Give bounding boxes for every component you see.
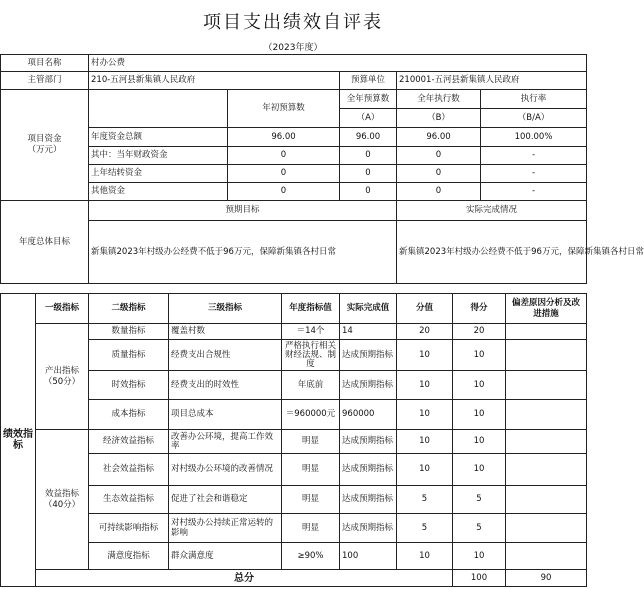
indicator-actual: 达成预期指标: [340, 514, 397, 543]
col-annual-budget-sub: （A）: [340, 109, 397, 128]
output-indicator-label: 产出指标（50分）: [36, 324, 89, 430]
expected-goal-text: 新集镇2023年村级办公经费不低于96万元，保障新集镇各村日常: [89, 221, 397, 284]
goals-content-row: [1, 221, 587, 284]
indicator-reason: [506, 486, 587, 514]
indicator-actual: 960000: [340, 400, 397, 430]
funds-row-rate: 100.00%: [481, 128, 587, 147]
dept-label: 主管部门: [1, 72, 89, 90]
indicator-target: ＝14个: [282, 324, 340, 340]
indicator-score-max: 10: [397, 371, 453, 400]
indicator-score-max: 10: [397, 340, 453, 371]
col-level2: 二级指标: [89, 294, 169, 324]
perf-section-label: 绩效指标: [1, 294, 36, 587]
indicator-l2: 质量指标: [89, 340, 169, 371]
funds-row-annual: 0: [340, 147, 397, 165]
indicator-row: [1, 543, 587, 570]
indicator-reason: [506, 371, 587, 400]
col-score-max: 分值: [397, 294, 453, 324]
goals-header-row: [1, 201, 587, 221]
funds-header-row: [1, 90, 587, 109]
funds-row-initial: 96.00: [228, 128, 340, 147]
indicator-score: 10: [453, 454, 506, 486]
indicator-score-max: 10: [397, 454, 453, 486]
funds-row-annual: 0: [340, 165, 397, 183]
funds-row-exec: 0: [397, 183, 481, 201]
funds-row-name: 上年结转资金: [89, 165, 228, 183]
indicator-reason: [506, 340, 587, 371]
funds-row: [1, 183, 587, 201]
annual-goal-label: 年度总体目标: [1, 201, 89, 284]
indicator-score: 5: [453, 486, 506, 514]
indicator-score: 10: [453, 400, 506, 430]
project-name-value: 村办公费: [89, 55, 587, 72]
actual-result-header: 实际完成情况: [397, 201, 587, 221]
indicator-row: [1, 486, 587, 514]
perf-header-row: [1, 294, 587, 324]
indicator-target: 明显: [282, 514, 340, 543]
budget-unit-value: 210001-五河县新集镇人民政府: [397, 72, 587, 90]
actual-result-text: 新集镇2023年村级办公经费不低于96万元，保障新集镇各村日常: [397, 221, 587, 284]
total-score-max: 100: [453, 570, 506, 587]
performance-indicators-table: [0, 293, 587, 587]
effect-indicator-label: 效益指标（40分）: [36, 430, 89, 570]
funds-row-exec: 0: [397, 165, 481, 183]
indicator-row: [1, 371, 587, 400]
funds-label-line2: （万元）: [27, 145, 62, 155]
funds-row-initial: 0: [228, 183, 340, 201]
funds-row: [1, 147, 587, 165]
col-exec-rate: 执行率: [481, 90, 587, 109]
indicator-l3: 群众满意度: [169, 543, 282, 570]
indicator-score: 10: [453, 430, 506, 454]
col-annual-exec: 全年执行数: [397, 90, 481, 109]
expected-goal-header: 预期目标: [89, 201, 397, 221]
indicator-l3: 项目总成本: [169, 400, 282, 430]
indicator-l2: 数量指标: [89, 324, 169, 340]
indicator-reason: [506, 543, 587, 570]
indicator-score-max: 10: [397, 400, 453, 430]
funds-row-rate: -: [481, 165, 587, 183]
col-exec-rate-sub: （B/A）: [481, 109, 587, 128]
indicator-actual: 100: [340, 543, 397, 570]
funds-row-rate: -: [481, 183, 587, 201]
indicator-l3: 覆盖村数: [169, 324, 282, 340]
indicator-l3: 经费支出的时效性: [169, 371, 282, 400]
project-info-table: [0, 54, 644, 284]
col-annual-exec-sub: （B）: [397, 109, 481, 128]
year-label: （2023年度）: [263, 43, 323, 53]
funds-label-line1: 项目资金: [27, 134, 62, 144]
dept-value: 210-五河县新集镇人民政府: [89, 72, 340, 90]
dept-row: [1, 72, 587, 90]
indicator-actual: 达成预期指标: [340, 340, 397, 371]
indicator-score: 10: [453, 543, 506, 570]
indicator-l2: 成本指标: [89, 400, 169, 430]
indicator-l3: 促进了社会和谐稳定: [169, 486, 282, 514]
funds-row-name: 其他资金: [89, 183, 228, 201]
indicator-score: 5: [453, 514, 506, 543]
funds-row: [1, 165, 587, 183]
indicator-target: ≥90%: [282, 543, 340, 570]
indicator-l3: 对村级办公环境的改善情况: [169, 454, 282, 486]
funds-row-exec: 96.00: [397, 128, 481, 147]
project-name-row: [1, 55, 587, 72]
indicator-target: ＝960000元: [282, 400, 340, 430]
indicator-l2: 社会效益指标: [89, 454, 169, 486]
funds-row-name: 年度资金总额: [89, 128, 228, 147]
indicator-score: 10: [453, 371, 506, 400]
total-score: 90: [506, 570, 587, 587]
indicator-actual: 达成预期指标: [340, 430, 397, 454]
funds-row-annual: 0: [340, 183, 397, 201]
indicator-actual: 达成预期指标: [340, 454, 397, 486]
indicator-l2: 经济效益指标: [89, 430, 169, 454]
indicator-score: 10: [453, 340, 506, 371]
col-score: 得分: [453, 294, 506, 324]
indicator-l2: 时效指标: [89, 371, 169, 400]
budget-unit-label: 预算单位: [340, 72, 397, 90]
project-name-label: 项目名称: [1, 55, 89, 72]
indicator-l2: 生态效益指标: [89, 486, 169, 514]
indicator-score-max: 10: [397, 430, 453, 454]
funds-row-initial: 0: [228, 147, 340, 165]
col-actual: 实际完成值: [340, 294, 397, 324]
indicator-row: [1, 324, 587, 340]
indicator-reason: [506, 430, 587, 454]
indicator-target: 明显: [282, 454, 340, 486]
indicator-score: 20: [453, 324, 506, 340]
indicator-l3: 改善办公环境，提高工作效率: [169, 430, 282, 454]
funds-row-initial: 0: [228, 165, 340, 183]
indicator-target: 明显: [282, 486, 340, 514]
indicator-score-max: 5: [397, 486, 453, 514]
funds-row-rate: -: [481, 147, 587, 165]
funds-row-annual: 96.00: [340, 128, 397, 147]
indicator-reason: [506, 324, 587, 340]
indicator-row: [1, 400, 587, 430]
indicator-reason: [506, 514, 587, 543]
indicator-target: 明显: [282, 430, 340, 454]
indicator-actual: 达成预期指标: [340, 486, 397, 514]
indicator-row: [1, 454, 587, 486]
indicator-reason: [506, 454, 587, 486]
indicator-l2: 可持续影响指标: [89, 514, 169, 543]
indicator-reason: [506, 400, 587, 430]
col-target: 年度指标值: [282, 294, 340, 324]
indicator-l3: 对村级办公持续正常运转的影响: [169, 514, 282, 543]
col-level3: 三级指标: [169, 294, 282, 324]
indicator-target: 严格执行相关财经法规、制度: [282, 340, 340, 371]
indicator-score-max: 10: [397, 543, 453, 570]
indicator-l3: 经费支出合规性: [169, 340, 282, 371]
funds-row-name: 其中：当年财政资金: [89, 147, 228, 165]
total-label: 总分: [36, 570, 453, 587]
page-title: 项目支出绩效自评表: [203, 12, 383, 33]
col-initial-budget: 年初预算数: [228, 90, 340, 128]
col-reason: 偏差原因分析及改进措施: [506, 294, 587, 324]
indicator-score-max: 5: [397, 514, 453, 543]
funds-label: [1, 90, 89, 201]
indicator-row: [1, 340, 587, 371]
col-annual-budget: 全年预算数: [340, 90, 397, 109]
total-row: [1, 570, 587, 587]
funds-row-exec: 0: [397, 147, 481, 165]
funds-row: [1, 128, 587, 147]
indicator-l2: 满意度指标: [89, 543, 169, 570]
indicator-target: 年底前: [282, 371, 340, 400]
col-level1: 一级指标: [36, 294, 89, 324]
funds-header-blank: [89, 90, 228, 128]
indicator-actual: 达成预期指标: [340, 371, 397, 400]
indicator-score-max: 20: [397, 324, 453, 340]
indicator-actual: 14: [340, 324, 397, 340]
indicator-row: [1, 430, 587, 454]
indicator-row: [1, 514, 587, 543]
